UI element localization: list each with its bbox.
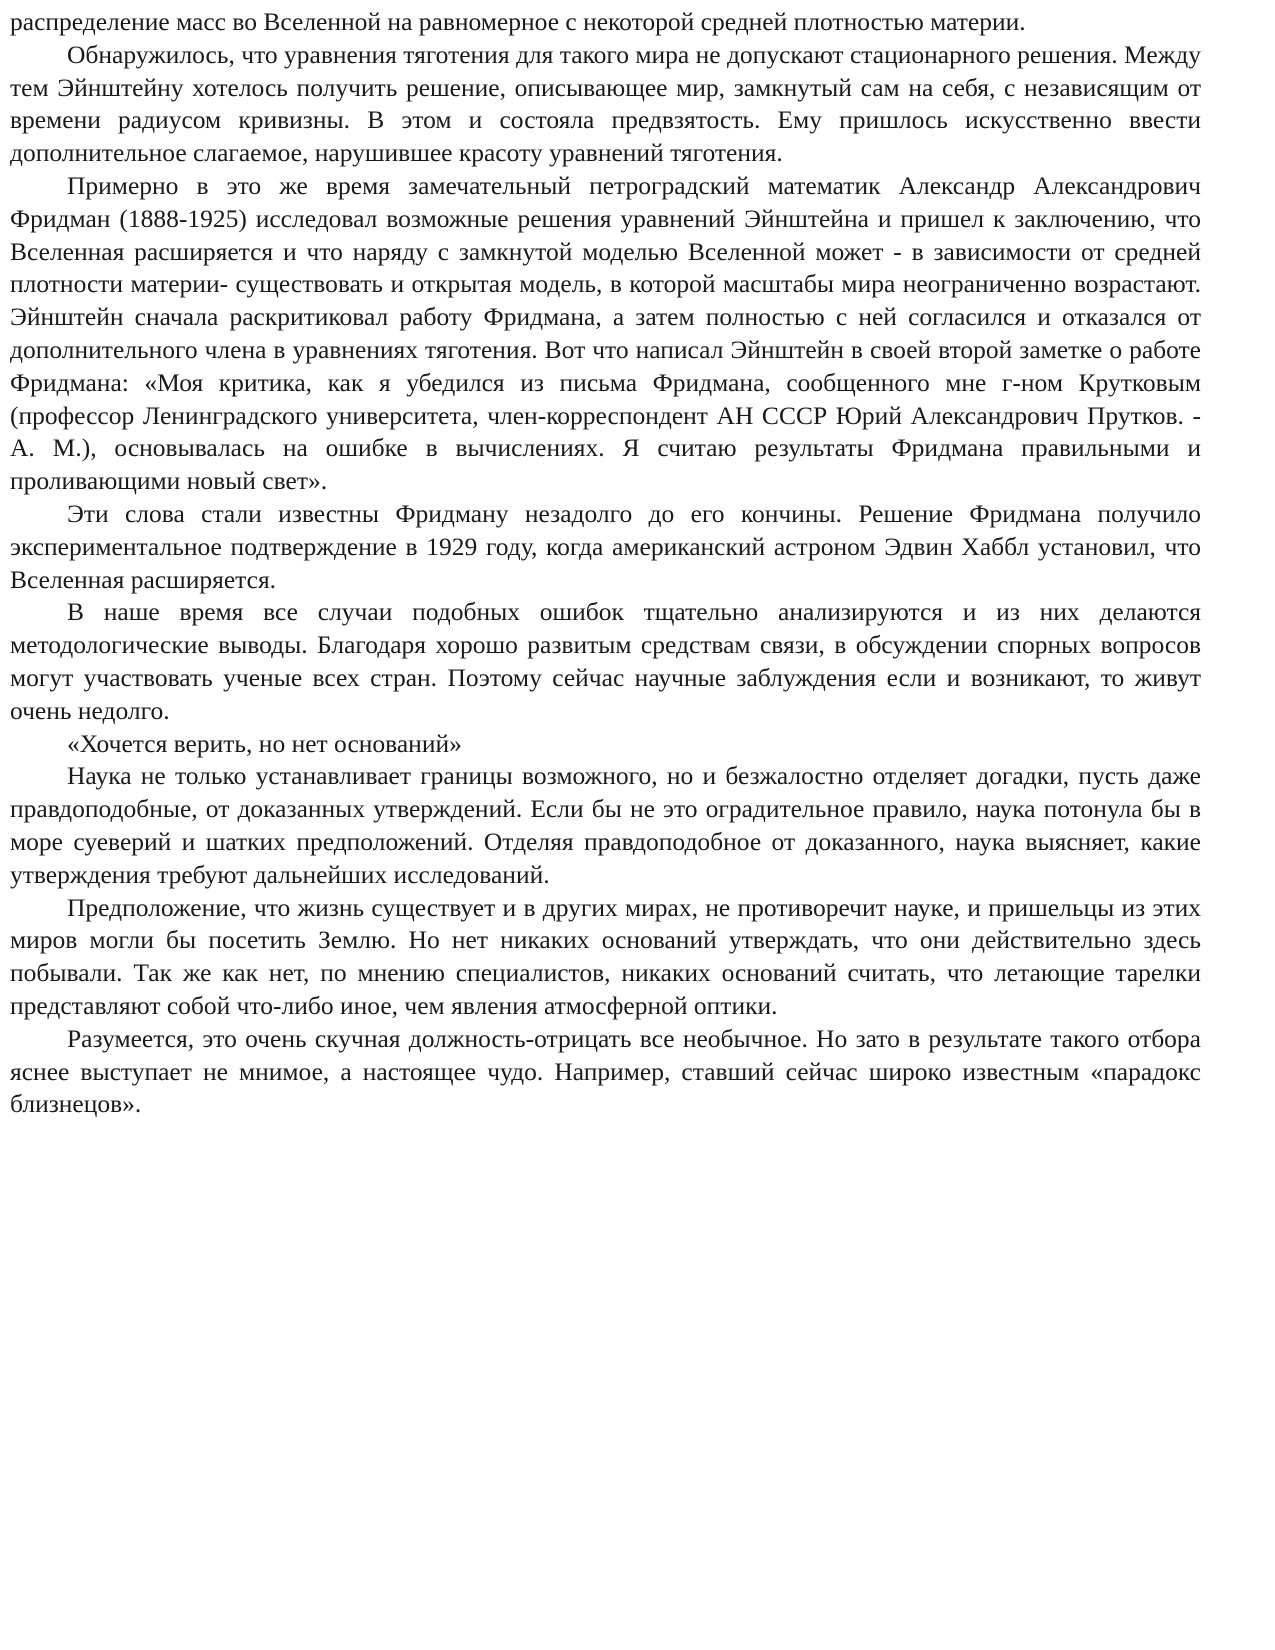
paragraph-science-limits: Наука не только устанавливает границы возможного, но и безжалостно отделяет догадки, пусть даже правдоподобные, от доказанных утверждений. Если бы не это оградительное правило, наука потонула бы в море суеверий и шатких предположений. Отделяя правдоподобное от доказанного, наука выясняет, какие утверждения требуют дальнейших исследований. bbox=[10, 761, 1201, 889]
paragraph-continuation: распределение масс во Вселенной на равномерное с некоторой средней плотностью материи. bbox=[10, 7, 1026, 36]
paragraph-friedmann: Примерно в это же время замечательный петроградский математик Александр Александрович Фридман (1888-1925) исследовал возможные решения уравнений Эйнштейна и пришел к заключению, что Вселенная расширяется и что наряду с замкнутой моделью Вселенной может - в зависимости от средней плотности материи- существовать и открытая модель, в которой масштабы мира неограниченно возрастают. Эйнштейн сначала раскритиковал работу Фридмана, а затем полностью с ней согласился и отказался от дополнительного члена в уравнениях тяготения. Вот что написал Эйнштейн в своей второй заметке о работе Фридмана: «Моя критика, как я убедился из письма Фридмана, сообщенного мне г-ном Крутковым (профессор Ленинградского университета, член-корреспондент АН СССР Юрий Александрович Прутков. - А. М.), основывалась на ошибке в вычислениях. Я считаю результаты Фридмана правильными и проливающими новый свет». bbox=[10, 170, 1201, 496]
paragraph-hubble: Эти слова стали известны Фридману незадолго до его кончины. Решение Фридмана получило экспериментальное подтверждение в 1929 году, когда американский астроном Эдвин Хаббл установил, что Вселенная расширяется. bbox=[10, 498, 1201, 594]
section-heading: «Хочется верить, но нет оснований» bbox=[67, 728, 462, 758]
paragraph-einstein-stationary: Обнаружилось, что уравнения тяготения для такого мира не допускают стационарного решения. Между тем Эйнштейну хотелось получить решение, описывающее мир, замкнутый сам на себя, с независящим от времени радиусом кривизны. В этом и состояла предвзятость. Ему пришлось искусственно ввести дополнительное слагаемое, нарушившее красоту уравнений тяготения. bbox=[10, 39, 1201, 168]
paragraph-twin-paradox: Разумеется, это очень скучная должность-отрицать все необычное. Но зато в результате такого отбора яснее выступает не мнимое, а настоящее чудо. Например, ставший сейчас широко известным «парадокс близнецов». bbox=[10, 1023, 1201, 1119]
paragraph-modern-errors: В наше время все случаи подобных ошибок тщательно анализируются и из них делаются методологические выводы. Благодаря хорошо развитым средствам связи, в обсуждении спорных вопросов могут участвовать ученые всех стран. Поэтому сейчас научные заблуждения если и возникают, то живут очень недолго. bbox=[10, 597, 1201, 725]
document-page bbox=[10, 6, 1201, 1121]
paragraph-other-worlds: Предположение, что жизнь существует и в других мирах, не противоречит науке, и пришельцы из этих миров могли бы посетить Землю. Но нет никаких оснований утверждать, что они действительно здесь побывали. Так же как нет, по мнению специалистов, никаких оснований считать, что летающие тарелки представляют собой что-либо иное, чем явления атмосферной оптики. bbox=[10, 892, 1201, 1020]
